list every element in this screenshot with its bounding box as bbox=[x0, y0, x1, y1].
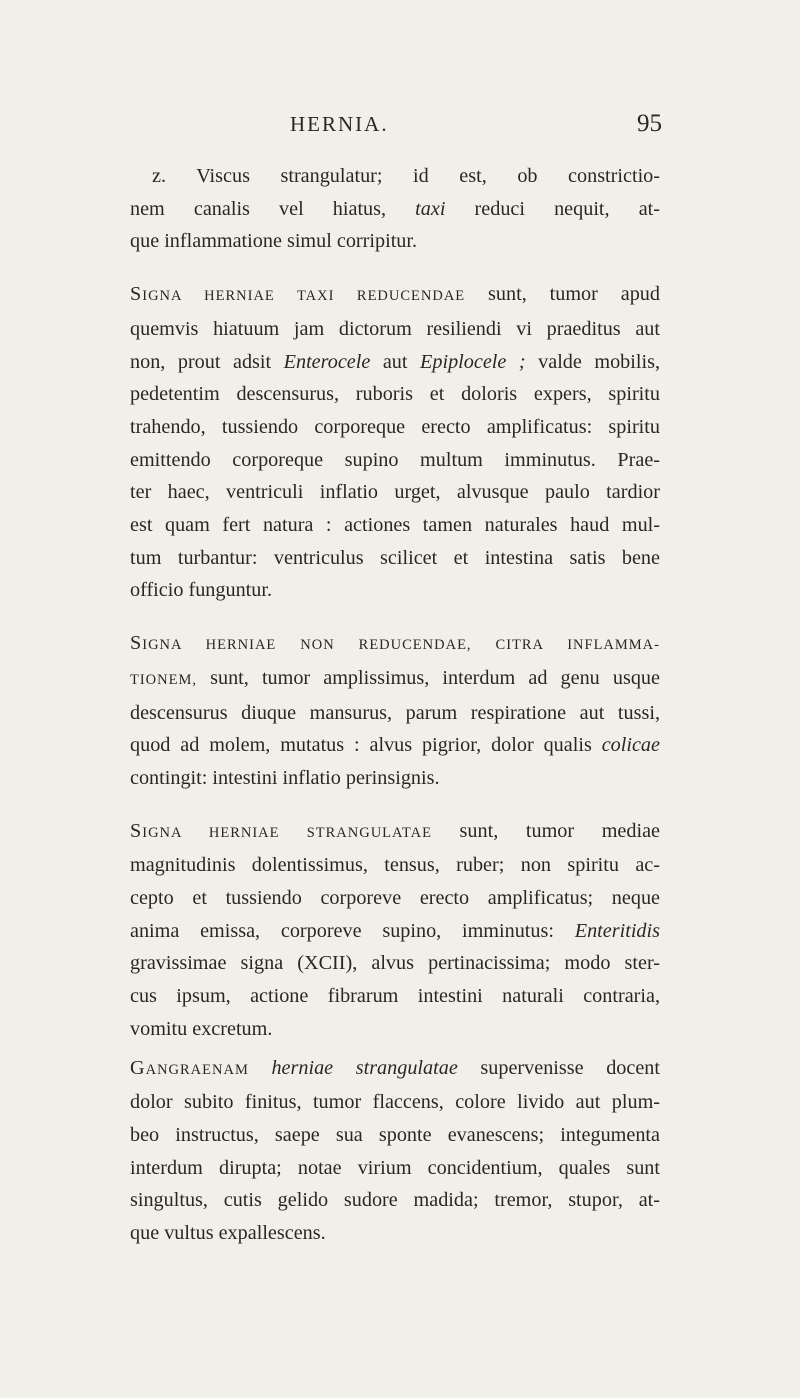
text-line bbox=[130, 411, 660, 444]
text-line bbox=[130, 160, 660, 193]
text-span: non, prout adsit bbox=[130, 350, 284, 373]
text-line bbox=[130, 815, 660, 850]
text-line bbox=[130, 346, 660, 379]
heading-rest: ANGRAENAM bbox=[145, 1061, 249, 1078]
text-span: est quam fert natura : actiones tamen naturales haud mul- bbox=[130, 514, 660, 537]
paragraph-strangulation bbox=[130, 160, 660, 258]
text-span: contingit: intestini inflatio perinsignis. bbox=[130, 766, 440, 789]
text-span: aut bbox=[370, 350, 421, 373]
text-line bbox=[130, 444, 660, 477]
text-span: valde mobilis, bbox=[525, 350, 661, 373]
text-line bbox=[130, 476, 660, 509]
text-line bbox=[130, 947, 660, 980]
small-caps-heading bbox=[130, 819, 432, 842]
paragraph-signs-irreducible bbox=[130, 627, 660, 795]
running-head bbox=[242, 112, 662, 142]
heading-rest: IGNA HERNIAE NON REDUCENDAE, CITRA INFLAMMA- bbox=[142, 637, 660, 654]
heading-initial: S bbox=[130, 632, 143, 655]
text-span: tum turbantur: ventriculus scilicet et intestina satis bene bbox=[130, 546, 660, 569]
text-line bbox=[130, 313, 660, 346]
text-line bbox=[130, 662, 660, 697]
text-line bbox=[130, 882, 660, 915]
text-line bbox=[130, 762, 660, 795]
text-line bbox=[130, 1013, 660, 1046]
heading-rest: IGNA HERNIAE TAXI REDUCENDAE bbox=[142, 288, 466, 305]
text-line bbox=[130, 509, 660, 542]
heading-rest: TIONEM, bbox=[130, 671, 198, 688]
paragraph-signs-strangulated bbox=[130, 815, 660, 1046]
text-span: vomitu excretum. bbox=[130, 1017, 273, 1040]
text-line bbox=[130, 1052, 660, 1087]
text-line bbox=[130, 627, 660, 662]
text-span: quod ad molem, mutatus : alvus pigrior, dolor qualis bbox=[130, 734, 602, 757]
text-span: sunt, tumor amplissimus, interdum ad genu usque bbox=[197, 666, 660, 689]
paragraph-gangrene bbox=[130, 1052, 660, 1250]
text-line bbox=[130, 980, 660, 1013]
text-span: anima emissa, corporeve supino, imminutus: bbox=[130, 919, 575, 942]
heading-initial: S bbox=[130, 283, 143, 306]
text-span: gravissimae signa (XCII), alvus pertinacissima; modo ster- bbox=[130, 952, 660, 975]
heading-rest: IGNA HERNIAE STRANGULATAE bbox=[142, 824, 432, 841]
text-line bbox=[130, 1184, 660, 1217]
text-span: officio funguntur. bbox=[130, 579, 273, 602]
text-span: que inflammatione simul corripitur. bbox=[130, 230, 418, 253]
text-span: beo instructus, saepe sua sponte evanescens; integumenta bbox=[130, 1123, 660, 1146]
small-caps-heading bbox=[130, 672, 197, 688]
text-span: reduci nequit, at- bbox=[445, 197, 660, 220]
text-span: pedetentim descensurus, ruboris et doloris expers, spiritu bbox=[130, 383, 660, 406]
text-span: z. Viscus strangulatur; id est, ob constrictio- bbox=[152, 165, 660, 187]
running-title: HERNIA. bbox=[290, 112, 389, 136]
text-span: quemvis hiatuum jam dictorum resiliendi vi praeditus aut bbox=[130, 317, 660, 340]
italic-term: Enterocele bbox=[283, 350, 371, 373]
text-span: trahendo, tussiendo corporeque erecto amplificatus: spiritu bbox=[130, 415, 660, 438]
text-line bbox=[130, 225, 660, 258]
italic-term: taxi bbox=[415, 197, 446, 220]
text-line bbox=[130, 378, 660, 411]
italic-term: colicae bbox=[601, 734, 660, 757]
body-text bbox=[130, 160, 660, 1250]
text-line bbox=[130, 729, 660, 762]
text-line bbox=[130, 542, 660, 575]
text-line bbox=[130, 849, 660, 882]
heading-initial: S bbox=[130, 819, 143, 842]
small-caps-heading bbox=[130, 283, 466, 306]
text-span: singultus, cutis gelido sudore madida; tremor, stupor, at- bbox=[130, 1189, 660, 1212]
italic-term: Enteritidis bbox=[574, 919, 660, 942]
text-span: que vultus expallescens. bbox=[130, 1222, 326, 1245]
text-line bbox=[130, 193, 660, 226]
text-span: cus ipsum, actione fibrarum intestini naturali contraria, bbox=[130, 985, 660, 1008]
small-caps-heading bbox=[130, 1056, 249, 1079]
heading-initial: G bbox=[130, 1056, 146, 1079]
text-span: sunt, tumor mediae bbox=[431, 819, 660, 842]
text-line bbox=[130, 915, 660, 948]
small-caps-heading bbox=[130, 632, 660, 655]
text-line bbox=[130, 1086, 660, 1119]
text-span: ter haec, ventriculi inflatio urget, alvusque paulo tardior bbox=[130, 481, 660, 504]
page-number: 95 bbox=[637, 110, 662, 137]
text-line bbox=[130, 278, 660, 313]
paragraph-signs-reducible bbox=[130, 278, 660, 607]
text-line bbox=[130, 1217, 660, 1250]
text-line bbox=[130, 1152, 660, 1185]
text-span: emittendo corporeque supino multum imminutus. Prae- bbox=[130, 448, 660, 471]
text-span: supervenisse docent bbox=[457, 1056, 661, 1079]
text-span: magnitudinis dolentissimus, tensus, ruber; non spiritu ac- bbox=[130, 854, 660, 877]
text-span: interdum dirupta; notae virium concidentium, quales sunt bbox=[130, 1156, 660, 1179]
text-span: nem canalis vel hiatus, bbox=[130, 197, 416, 220]
italic-term: Epiplocele ; bbox=[420, 350, 526, 373]
text-line bbox=[130, 697, 660, 730]
text-span: sunt, tumor apud bbox=[465, 283, 660, 306]
italic-term: herniae strangulatae bbox=[248, 1056, 458, 1079]
text-span: cepto et tussiendo corporeve erecto amplificatus; neque bbox=[130, 887, 660, 910]
text-line bbox=[130, 574, 660, 607]
text-span: dolor subito finitus, tumor flaccens, colore livido aut plum- bbox=[130, 1091, 660, 1114]
text-span: descensurus diuque mansurus, parum respiratione aut tussi, bbox=[130, 701, 660, 724]
text-line bbox=[130, 1119, 660, 1152]
